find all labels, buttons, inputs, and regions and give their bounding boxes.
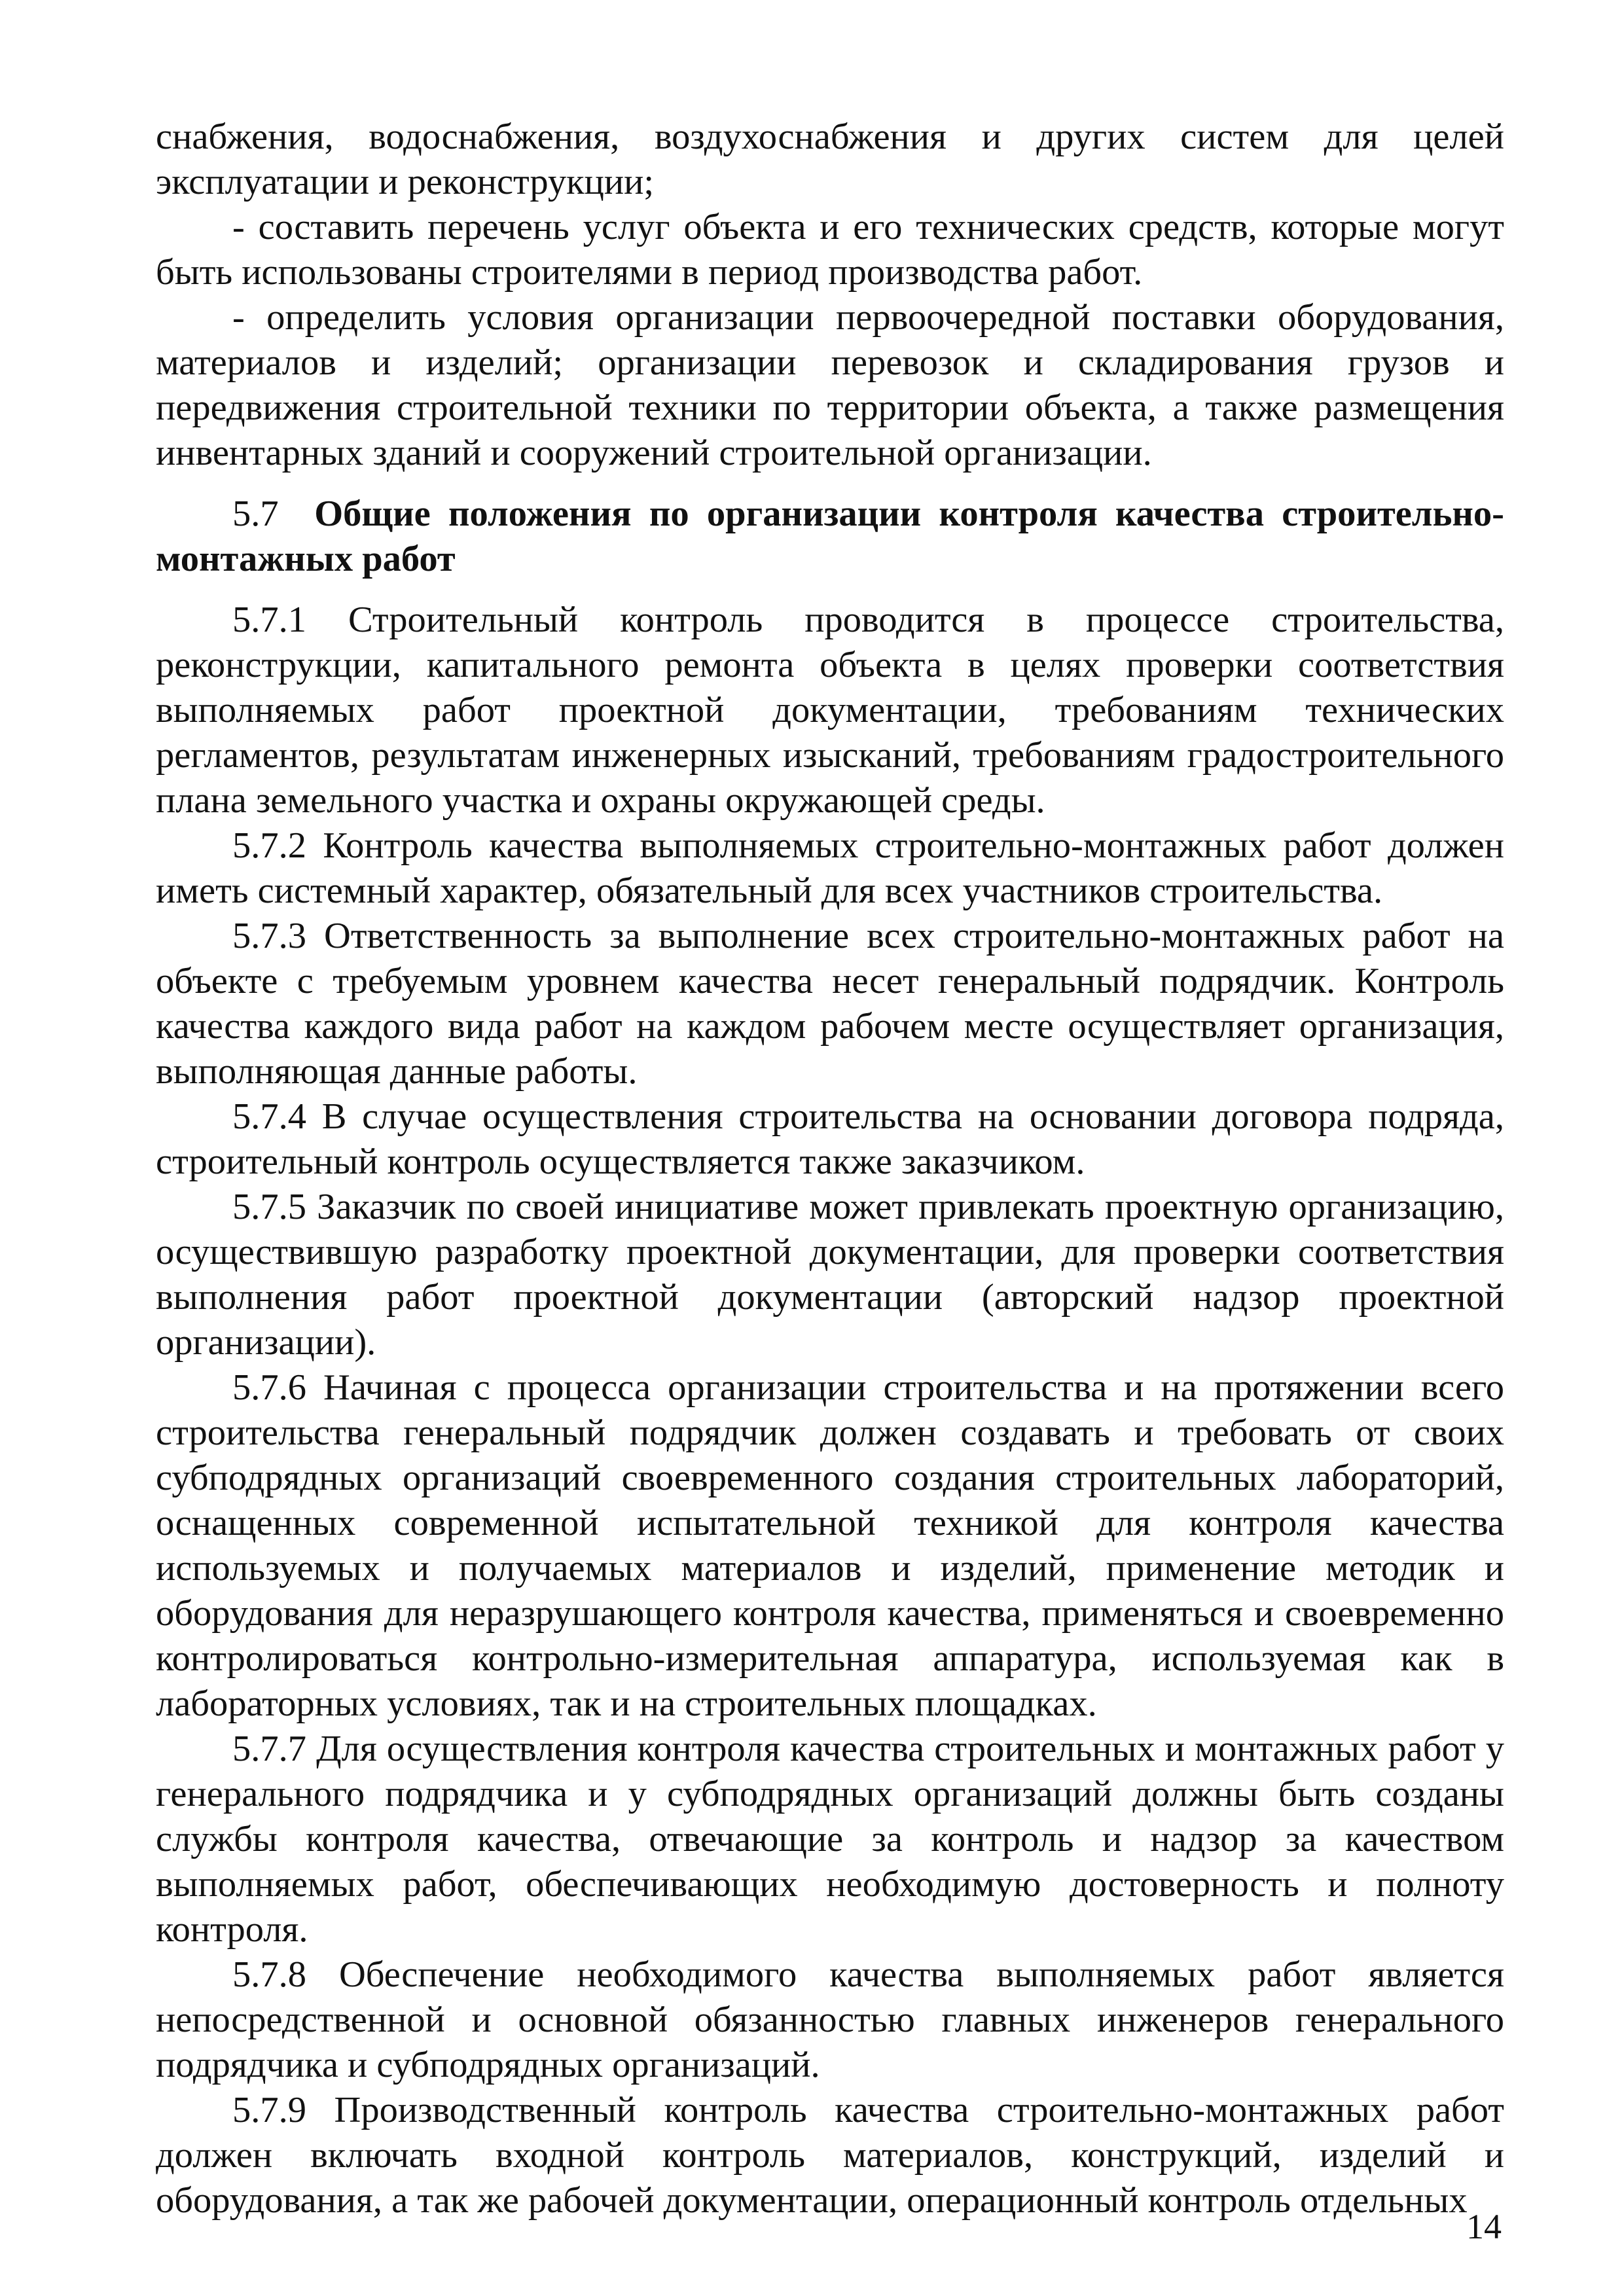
paragraph-list-item-conditions: - определить условия организации первоочередной поставки оборудования, материалов и изделий; организации перевозок и складирования грузов и передвижения строительной техники по территории объекта, а также размещения инвентарных зданий и сооружений строительной организации. (156, 297, 1504, 473)
section-number: 5.7 (232, 493, 279, 534)
paragraph-5-7-3: 5.7.3 Ответственность за выполнение всех строительно-монтажных работ на объекте с требуемым уровнем качества несет генеральный подрядчик. Контроль качества каждого вида работ на каждом рабочем месте осуществляет организация, выполняющая данные работы. (156, 916, 1504, 1092)
page-number: 14 (1466, 2207, 1502, 2246)
paragraph-intro-continuation: снабжения, водоснабжения, воздухоснабжения и других систем для целей эксплуатации и реконструкции; (156, 117, 1504, 202)
section-title: Общие положения по организации контроля качества строительно-монтажных работ (156, 493, 1504, 579)
section-heading (156, 492, 1504, 582)
paragraph-5-7-5: 5.7.5 Заказчик по своей инициативе может привлекать проектную организацию, осуществившую разработку проектной документации, для проверки соответствия выполнения работ проектной документации (авторский надзор проектной организации). (156, 1187, 1504, 1363)
paragraph-5-7-2: 5.7.2 Контроль качества выполняемых строительно-монтажных работ должен иметь системный характер, обязательный для всех участников строительства. (156, 825, 1504, 911)
paragraph-5-7-6: 5.7.6 Начиная с процесса организации строительства и на протяжении всего строительства генеральный подрядчик должен создавать и требовать от своих субподрядных организаций своевременного создания строительных лабораторий, оснащенных современной испытательной техникой для контроля качества используемых и получаемых материалов и изделий, применение методик и оборудования для неразрушающего контроля качества, применяться и своевременно контролироваться контрольно-измерительная аппаратура, используемая как в лабораторных условиях, так и на строительных площадках. (156, 1367, 1504, 1724)
paragraph-5-7-7: 5.7.7 Для осуществления контроля качества строительных и монтажных работ у генерального подрядчика и у субподрядных организаций должны быть созданы службы контроля качества, отвечающие за контроль и надзор за качеством выполняемых работ, обеспечивающих необходимую достоверность и полноту контроля. (156, 1729, 1504, 1950)
paragraph-list-item-services: - составить перечень услуг объекта и его технических средств, которые могут быть использованы строителями в период производства работ. (156, 207, 1504, 293)
paragraph-5-7-9: 5.7.9 Производственный контроль качества строительно-монтажных работ должен включать входной контроль материалов, конструкций, изделий и оборудования, а так же рабочей документации, операционный контроль отдельных (156, 2090, 1504, 2221)
paragraph-5-7-8: 5.7.8 Обеспечение необходимого качества выполняемых работ является непосредственной и основной обязанностью главных инженеров генерального подрядчика и субподрядных организаций. (156, 1954, 1504, 2085)
paragraph-5-7-4: 5.7.4 В случае осуществления строительства на основании договора подряда, строительный контроль осуществляется также заказчиком. (156, 1096, 1504, 1182)
paragraph-5-7-1: 5.7.1 Строительный контроль проводится в процессе строительства, реконструкции, капитального ремонта объекта в целях проверки соответствия выполняемых работ проектной документации, требованиям технических регламентов, результатам инженерных изысканий, требованиям градостроительного плана земельного участка и охраны окружающей среды. (156, 600, 1504, 821)
page-body (156, 115, 1504, 2223)
